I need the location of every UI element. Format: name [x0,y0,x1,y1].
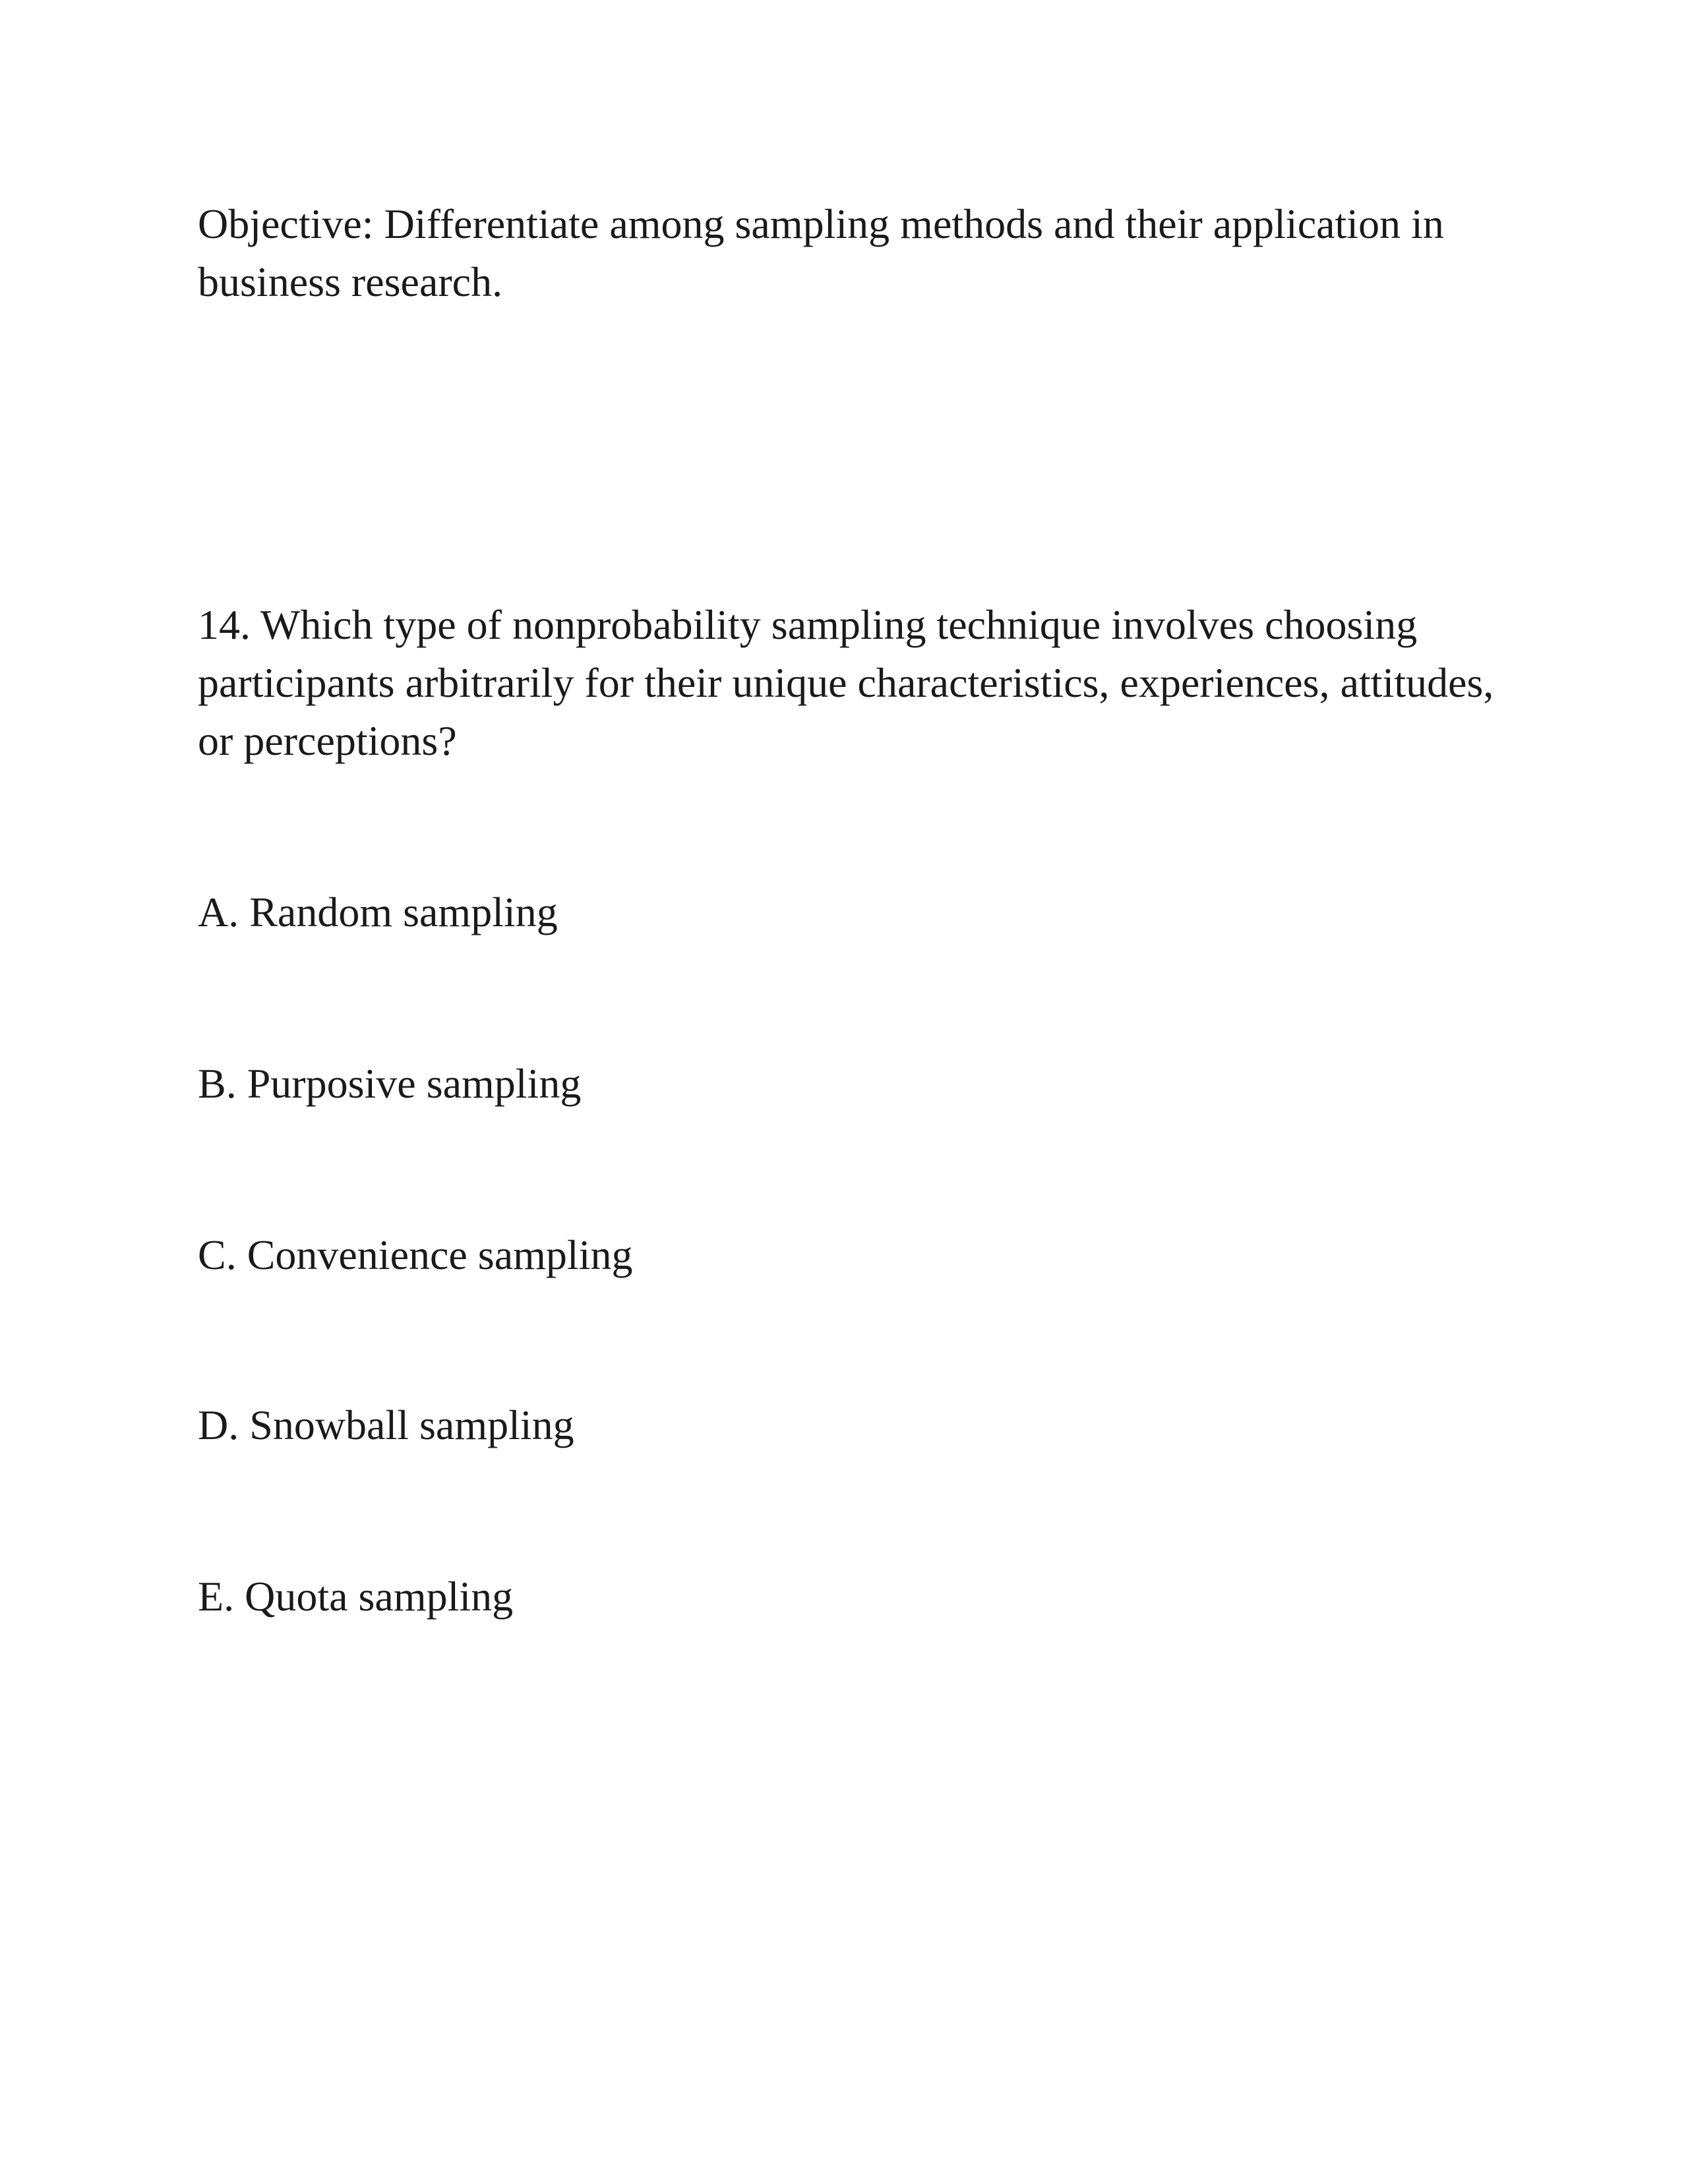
option-a: A. Random sampling [198,889,558,935]
option-d: D. Snowball sampling [198,1402,574,1448]
option-b: B. Purposive sampling [198,1060,582,1107]
objective-text: Objective: Differentiate among sampling methods and their application in business research. [198,200,1444,305]
question-text: 14. Which type of nonprobability sampling technique involves choosing participants arbitrarily for their unique characteristics, experiences, attitudes, or perceptions? [198,601,1494,764]
option-e: E. Quota sampling [198,1573,514,1620]
option-c: C. Convenience sampling [198,1231,633,1278]
